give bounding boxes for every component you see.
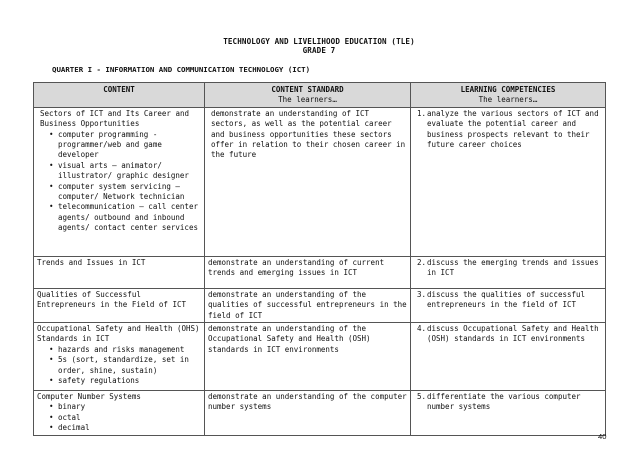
table-row xyxy=(34,288,606,322)
list-item: • binary xyxy=(49,402,201,412)
curriculum-table xyxy=(33,82,606,436)
grade-label: GRADE 7 xyxy=(302,46,336,55)
content-cell xyxy=(34,391,205,436)
competency-number: 2. xyxy=(417,257,427,267)
column-header-sub: The learners… xyxy=(478,95,538,105)
table-row xyxy=(34,256,606,288)
competency-cell xyxy=(411,391,606,436)
competency-text: discuss Occupational Safety and Health (OSH) standards in ICT environments xyxy=(427,324,599,344)
column-header-content xyxy=(34,83,205,108)
content-topic: Computer Number Systems xyxy=(37,392,141,402)
document-title: TECHNOLOGY AND LIVELIHOOD EDUCATION (TLE) xyxy=(223,37,415,46)
standard-cell xyxy=(205,256,411,288)
standard-cell xyxy=(205,107,411,256)
list-item: • telecommunication – call center agents/ outbound and inbound agents/ contact center services xyxy=(49,202,201,233)
list-item: • 5s (sort, standardize, set in order, shine, sustain) xyxy=(49,355,201,376)
list-item: • computer programming - programmer/web and game developer xyxy=(49,130,201,161)
column-header-sub: The learners… xyxy=(278,95,337,105)
competency-item xyxy=(414,109,602,151)
quarter-heading: QUARTER I - INFORMATION AND COMMUNICATION TECHNOLOGY (ICT) xyxy=(52,65,311,74)
column-header-competencies xyxy=(411,83,606,108)
standard-text: demonstrate an understanding of the computer number systems xyxy=(208,392,407,412)
competency-cell xyxy=(411,288,606,322)
competency-number: 3. xyxy=(417,289,427,299)
table-row xyxy=(34,323,606,391)
competency-item xyxy=(414,290,602,311)
competency-text: analyze the various sectors of ICT and evaluate the potential career and business prospects relevant to their future career choices xyxy=(427,108,599,150)
content-cell xyxy=(34,107,205,256)
table-row xyxy=(34,391,606,436)
competency-number: 4. xyxy=(417,324,427,334)
competency-cell xyxy=(411,323,606,391)
content-cell xyxy=(34,288,205,322)
page-number: 40 xyxy=(598,432,607,441)
content-cell xyxy=(34,323,205,391)
content-bullets xyxy=(37,130,201,234)
competency-text: differentiate the various computer number systems xyxy=(427,392,581,412)
list-item: • computer system servicing – computer/ Network technician xyxy=(49,182,201,203)
content-topic: Trends and Issues in ICT xyxy=(37,257,146,267)
list-item: • visual arts – animator/ illustrator/ graphic designer xyxy=(49,161,201,182)
list-item: • hazards and risks management xyxy=(49,345,201,355)
standard-text: demonstrate an understanding of the qualities of successful entrepreneurs in the field of ICT xyxy=(208,289,407,320)
table-header-row xyxy=(34,83,606,108)
column-header-label: CONTENT STANDARD xyxy=(271,85,344,94)
standard-text: demonstrate an understanding of ICT sectors, as well as the potential career and business opportunities these sectors offer in relation to their chosen career in the future xyxy=(211,108,406,160)
standard-cell xyxy=(205,391,411,436)
column-header-standard xyxy=(205,83,411,108)
competency-text: discuss the qualities of successful entrepreneurs in the field of ICT xyxy=(427,289,586,310)
column-header-label: LEARNING COMPETENCIES xyxy=(460,85,556,94)
competency-number: 5. xyxy=(417,392,427,402)
list-item: • octal xyxy=(49,413,201,423)
competency-item xyxy=(414,392,602,413)
competency-cell xyxy=(411,107,606,256)
column-header-label: CONTENT xyxy=(103,85,135,94)
competency-item xyxy=(414,324,602,345)
table-row xyxy=(34,107,606,256)
standard-text: demonstrate an understanding of the Occupational Safety and Health (OSH) standards in ICT environments xyxy=(208,324,371,354)
competency-cell xyxy=(411,256,606,288)
competency-item xyxy=(414,258,602,279)
standard-cell xyxy=(205,323,411,391)
content-topic: Occupational Safety and Health (OHS) Standards in ICT xyxy=(37,324,200,344)
standard-cell xyxy=(205,288,411,322)
competency-number: 1. xyxy=(417,108,427,118)
content-bullets xyxy=(37,402,201,433)
content-bullets xyxy=(37,345,201,387)
competency-text: discuss the emerging trends and issues in ICT xyxy=(427,257,599,278)
content-cell xyxy=(34,256,205,288)
list-item: • safety regulations xyxy=(49,376,201,386)
standard-text: demonstrate an understanding of current trends and emerging issues in ICT xyxy=(208,257,385,278)
list-item: • decimal xyxy=(49,423,201,433)
content-topic: Qualities of Successful Entrepreneurs in the Field of ICT xyxy=(37,289,187,310)
content-topic: Sectors of ICT and Its Career and Business Opportunities xyxy=(40,108,190,129)
